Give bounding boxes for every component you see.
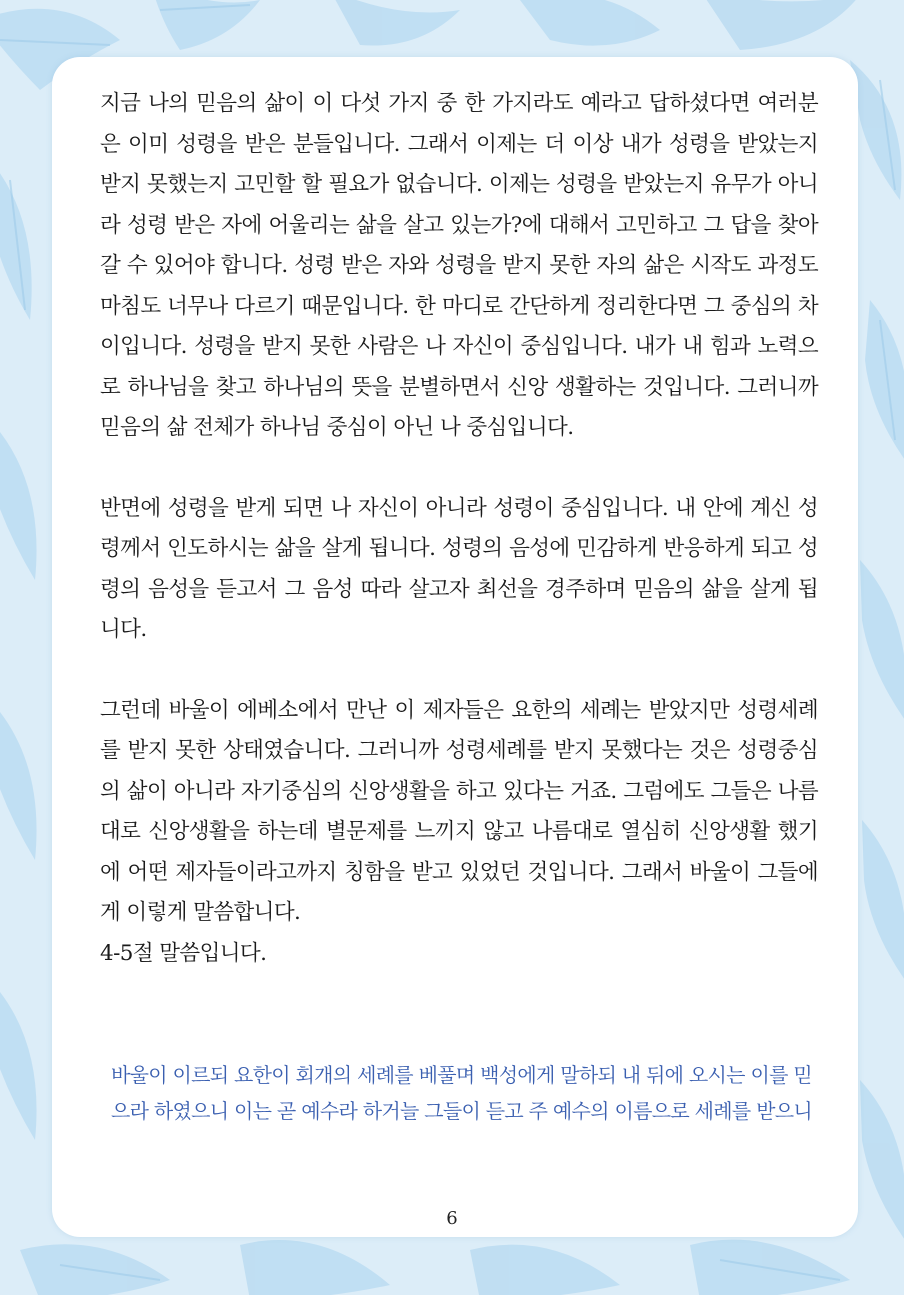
scripture-quote: 바울이 이르되 요한이 회개의 세례를 베풀며 백성에게 말하되 내 뒤에 오시는 이를 믿으라 하였으니 이는 곧 예수라 하거늘 그들이 듣고 주 예수의 이름으로 세례를 받으니	[111, 1063, 812, 1123]
body-text	[100, 84, 818, 974]
paragraph-2: 반면에 성령을 받게 되면 나 자신이 아니라 성령이 중심입니다. 내 안에 계신 성령께서 인도하시는 삶을 살게 됩니다. 성령의 음성에 민감하게 반응하게 되고 성령의 음성을 듣고서 그 음성 따라 살고자 최선을 경주하며 믿음의 삶을 살게 됩니다.	[100, 495, 818, 642]
paragraph-1: 지금 나의 믿음의 삶이 이 다섯 가지 중 한 가지라도 예라고 답하셨다면 여러분은 이미 성령을 받은 분들입니다. 그래서 이제는 더 이상 내가 성령을 받았는지 받지 못했는지 고민할 할 필요가 없습니다. 이제는 성령을 받았는지 유무가 아니라 성령 받은 자에 어울리는 삶을 살고 있는가?에 대해서 고민하고 그 답을 찾아갈 수 있어야 합니다. 성령 받은 자와 성령을 받지 못한 자의 삶은 시작도 과정도 마침도 너무나 다르기 때문입니다. 한 마디로 간단하게 정리한다면 그 중심의 차이입니다. 성령을 받지 못한 사람은 나 자신이 중심입니다. 내가 내 힘과 노력으로 하나님을 찾고 하나님의 뜻을 분별하면서 신앙 생활하는 것입니다. 그러니까 믿음의 삶 전체가 하나님 중심이 아닌 나 중심입니다.	[100, 91, 818, 440]
verse-reference: 4-5절 말씀입니다.	[100, 940, 267, 966]
paragraph-3: 그런데 바울이 에베소에서 만난 이 제자들은 요한의 세례는 받았지만 성령세례를 받지 못한 상태였습니다. 그러니까 성령세례를 받지 못했다는 것은 성령중심의 삶이 아니라 자기중심의 신앙생활을 하고 있다는 거죠. 그럼에도 그들은 나름대로 신앙생활을 하는데 별문제를 느끼지 않고 나름대로 열심히 신앙생활 했기에 어떤 제자들이라고까지 칭함을 받고 있었던 것입니다. 그래서 바울이 그들에게 이렇게 말씀합니다.	[100, 697, 818, 925]
page-number: 6	[446, 1208, 458, 1229]
